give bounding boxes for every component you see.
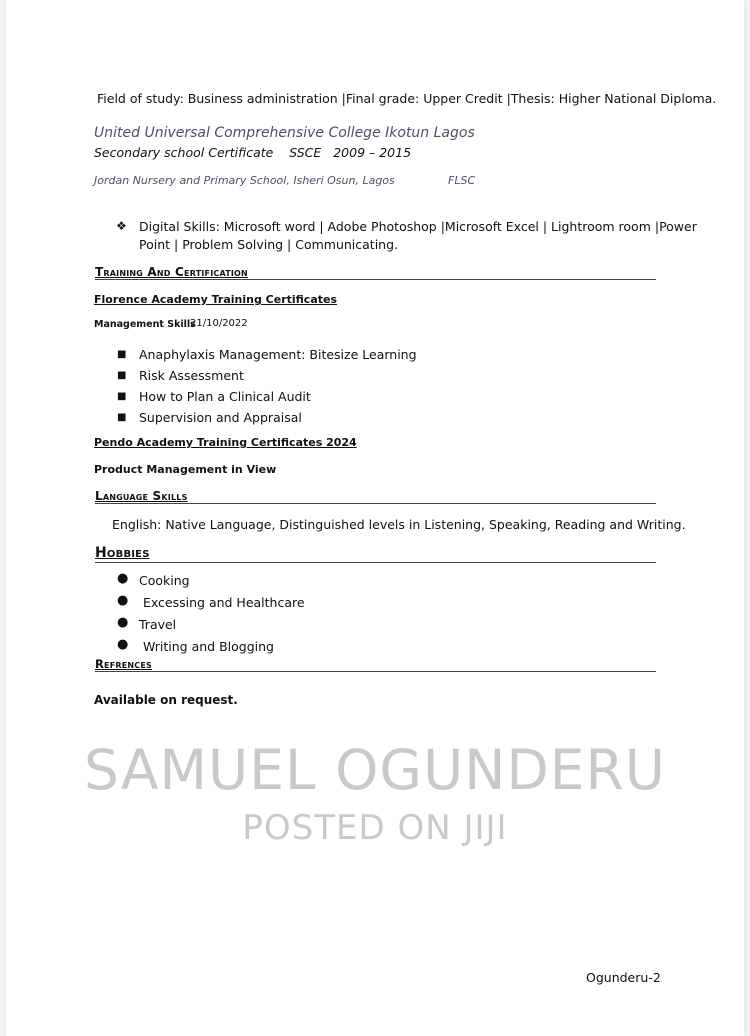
hobbies-heading-text: Hobbies	[95, 545, 150, 561]
references-heading-text: Refrences	[95, 657, 153, 671]
secondary-school-certificate: Secondary school Certificate SSCE 2009 – 2015	[94, 145, 412, 160]
list-item	[117, 410, 417, 431]
primary-school-name: Jordan Nursery and Primary School, Isheri Osun, Lagos	[94, 174, 395, 187]
list-item-text: Writing and Blogging	[139, 639, 274, 654]
references-text: Available on request.	[94, 693, 238, 707]
references-section-heading	[95, 658, 656, 672]
square-bullet-icon: ■	[117, 412, 127, 423]
page-footer-label: Ogunderu-2	[586, 970, 661, 985]
hobbies-section-heading	[95, 545, 656, 563]
round-bullet-icon: ●	[117, 615, 129, 630]
square-bullet-icon: ■	[117, 370, 127, 381]
management-skills-date: 21/10/2022	[190, 318, 248, 329]
management-skills-label: Management Skills	[94, 319, 196, 330]
list-item	[117, 593, 305, 617]
round-bullet-icon: ●	[117, 637, 129, 652]
primary-school-certificate: FLSC	[448, 174, 476, 187]
list-item-text: Risk Assessment	[139, 368, 244, 383]
training-items-list	[117, 347, 417, 431]
language-skills-text: English: Native Language, Distinguished levels in Listening, Speaking, Reading and Writing.	[112, 517, 686, 532]
language-heading-text: Language Skills	[95, 489, 188, 503]
list-item	[117, 368, 417, 389]
training-heading-text: Training And Certification	[95, 265, 248, 279]
list-item-text: Supervision and Appraisal	[139, 410, 302, 425]
training-section-heading	[95, 265, 656, 280]
pendo-academy-title: Pendo Academy Training Certificates 2024	[94, 436, 357, 449]
list-item	[117, 571, 305, 595]
list-item-text: Anaphylaxis Management: Bitesize Learning	[139, 347, 417, 362]
list-item	[117, 389, 417, 410]
language-section-heading	[95, 489, 656, 504]
list-item	[117, 615, 305, 639]
round-bullet-icon: ●	[117, 593, 129, 608]
watermark-name: SAMUEL OGUNDERU	[83, 738, 667, 802]
round-bullet-icon: ●	[117, 571, 129, 586]
list-item	[117, 347, 417, 368]
hobbies-list	[117, 571, 305, 661]
list-item-text: Excessing and Healthcare	[139, 595, 305, 610]
list-item-text: Cooking	[139, 573, 190, 588]
list-item-text: How to Plan a Clinical Audit	[139, 389, 311, 404]
florence-academy-title: Florence Academy Training Certificates	[94, 293, 338, 306]
pendo-course: Product Management in View	[94, 463, 277, 476]
diamond-bullet-icon: ❖	[116, 219, 127, 233]
field-of-study-line: Field of study: Business administration |Final grade: Upper Credit |Thesis: Higher National Diploma.	[97, 91, 717, 106]
square-bullet-icon: ■	[117, 349, 127, 360]
list-item-text: Travel	[139, 617, 177, 632]
digital-skills-line-2: Point | Problem Solving | Communicating.	[139, 237, 398, 252]
watermark-posted: POSTED ON JIJI	[242, 808, 508, 848]
digital-skills-line-1: Digital Skills: Microsoft word | Adobe Photoshop |Microsoft Excel | Lightroom room |Power	[139, 219, 697, 234]
secondary-school-name: United Universal Comprehensive College Ikotun Lagos	[94, 125, 475, 141]
resume-page	[6, 0, 744, 1036]
square-bullet-icon: ■	[117, 391, 127, 402]
